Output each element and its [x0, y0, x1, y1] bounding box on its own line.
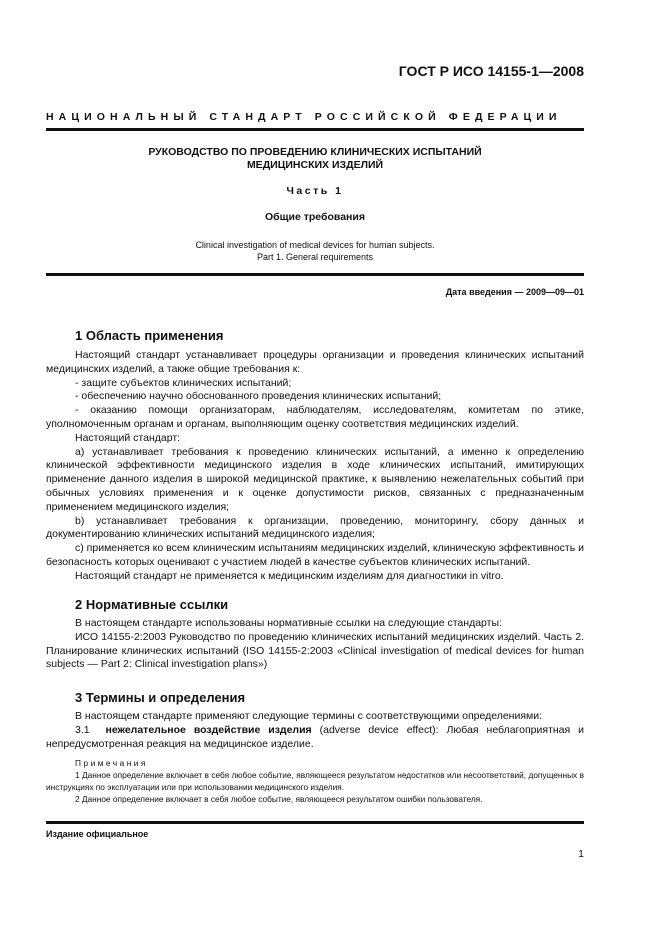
divider	[46, 821, 584, 824]
note: 2 Данное определение включает в себя любое событие, являющееся результатом ошибки пользователя.	[75, 794, 483, 804]
english-title	[46, 239, 584, 263]
paragraph: В настоящем стандарте использованы нормативные ссылки на следующие стандарты:	[75, 617, 502, 629]
english-title-line: Clinical investigation of medical devices for human subjects.	[195, 240, 435, 250]
term-definition	[46, 724, 584, 752]
definition: (adverse device effect): Любая неблагоприятная и непредусмотренная реакция на медицинское изделие.	[46, 723, 584, 750]
note: 1 Данное определение включает в себя любое событие, являющееся результатом недостатков или несоответствий, допущенных в инструкциях по эксплуатации или при использовании медицинского изделия.	[46, 770, 584, 792]
title-line: РУКОВОДСТВО ПО ПРОВЕДЕНИЮ КЛИНИЧЕСКИХ ИСПЫТАНИЙ	[148, 146, 482, 158]
introduction-date: Дата введения — 2009—09—01	[445, 287, 584, 297]
part-label: Часть 1	[286, 185, 344, 197]
list-item: c) применяется ко всем клиническим испытаниям медицинских изделий, клиническую эффективность и безопасность которых оценивают с участием людей в качестве субъектов клинических испытаний.	[46, 542, 584, 568]
term: нежелательное воздействие изделия	[105, 723, 312, 736]
list-item: a) устанавливает требования к проведению клинических испытаний, а именно к определению клинической эффективности медицинского изделия в ходе клинических испытаний, имитирующих применение данного изделия в широкой медицинской практике, к выявлению нежелательных событий при обычных условиях применения и к оценке допустимости рисков, связанных с предназначенным применением медицинского изделия;	[46, 445, 584, 513]
list-item: - оказанию помощи организаторам, наблюдателям, исследователям, комитетам по этике, уполномоченным органам и органам, выполняющим оценку соответствия медицинских изделий.	[46, 404, 584, 430]
section-heading: 2 Нормативные ссылки	[75, 597, 229, 612]
notes-heading: Примечания	[75, 758, 148, 768]
paragraph: Настоящий стандарт не применяется к медицинским изделиям для диагностики in vitro.	[75, 569, 504, 582]
divider	[46, 273, 584, 276]
paragraph: Настоящий стандарт устанавливает процедуры организации и проведения клинических испытаний медицинских изделий, а также общие требования к:	[46, 349, 584, 375]
list-item: - обеспечению научно обоснованного проведения клинических испытаний;	[75, 390, 442, 403]
list-item: b) устанавливает требования к организации, проведению, мониторингу, сбору данных и документированию клинических испытаний медицинского изделия;	[46, 514, 584, 541]
paragraph: ИСО 14155-2:2003 Руководство по проведению клинических испытаний медицинских изделий. Часть 2. Планирование клинических испытаний (ISO 14155-2:2003 «Clinical investigation of medical devices for human subjects — Part 2: Clinical investigation plans»)	[46, 630, 584, 671]
paragraph: В настоящем стандарте применяют следующие термины с соответствующими определениями:	[75, 710, 543, 722]
section-heading: 1 Область применения	[75, 328, 224, 343]
notes	[46, 757, 584, 805]
section-body	[46, 349, 584, 584]
section-heading: 3 Термины и определения	[75, 690, 246, 705]
edition-label: Издание официальное	[46, 829, 149, 839]
document-title	[46, 146, 584, 172]
title-line: МЕДИЦИНСКИХ ИЗДЕЛИЙ	[246, 159, 384, 171]
divider	[46, 128, 584, 131]
term-number: 3.1	[75, 723, 90, 736]
standard-code: ГОСТ Р ИСО 14155-1—2008	[398, 63, 584, 79]
paragraph: Настоящий стандарт:	[75, 431, 181, 444]
english-title-line: Part 1. General requirements	[256, 252, 374, 262]
subtitle: Общие требования	[265, 211, 365, 223]
page-number: 1	[578, 848, 584, 860]
list-item: - защите субъектов клинических испытаний;	[75, 376, 292, 389]
national-standard-banner: НАЦИОНАЛЬНЫЙ СТАНДАРТ РОССИЙСКОЙ ФЕДЕРАЦИИ	[46, 111, 562, 123]
section-body	[46, 617, 584, 672]
section-body	[46, 710, 584, 751]
